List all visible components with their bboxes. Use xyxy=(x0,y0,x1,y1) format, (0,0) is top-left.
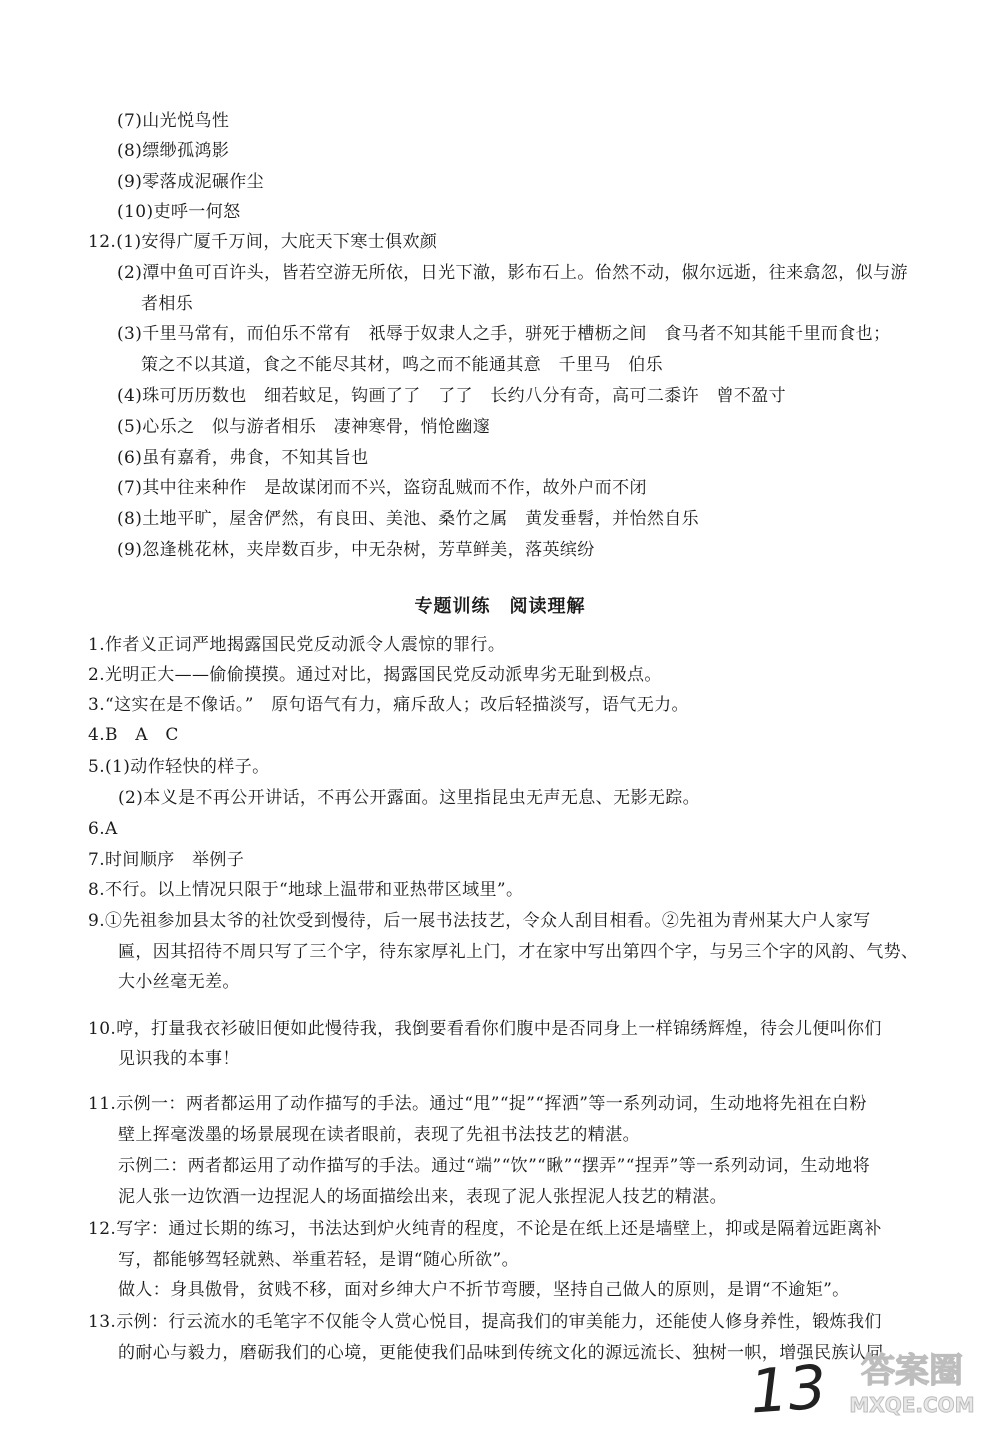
poetry-item-12-6: (6)虽有嘉肴，弗食，不知其旨也 xyxy=(117,448,369,468)
poetry-item-12-1: 12.(1)安得广厦千万间，大庇天下寒士俱欢颜 xyxy=(88,232,438,252)
reading-answer-3: 3.“这实在是不像话。” 原句语气有力，痛斥敌人；改后轻描淡写，语气无力。 xyxy=(88,695,689,715)
poetry-item-12-9: (9)忽逢桃花林，夹岸数百步，中无杂树，芳草鲜美，落英缤纷 xyxy=(117,540,595,560)
poetry-item-10: (10)吏呼一何怒 xyxy=(117,202,241,222)
poetry-item-12-2-cont: 者相乐 xyxy=(141,294,194,314)
section-title: 专题训练 阅读理解 xyxy=(414,596,586,617)
reading-answer-9-cont-2: 大小丝毫无差。 xyxy=(118,972,240,992)
reading-answer-9-cont-1: 匾，因其招待不周只写了三个字，待东家厚礼上门，才在家中写出第四个字，与另三个字的风韵、气势、 xyxy=(118,942,919,962)
watermark-text-bottom: MXQE.COM xyxy=(849,1393,975,1417)
reading-answer-12-cont-1: 写，都能够驾轻就熟、举重若轻，是谓“随心所欲”。 xyxy=(118,1250,519,1270)
reading-answer-2: 2.光明正大——偷偷摸摸。通过对比，揭露国民党反动派卑劣无耻到极点。 xyxy=(88,665,662,685)
reading-answer-11-cont-1: 壁上挥毫泼墨的场景展现在读者眼前，表现了先祖书法技艺的精湛。 xyxy=(118,1125,640,1145)
reading-answer-5-2: (2)本义是不再公开讲话，不再公开露面。这里指昆虫无声无息、无影无踪。 xyxy=(118,788,701,808)
poetry-item-12-4: (4)珠可历历数也 细若蚊足，钩画了了 了了 长约八分有奇，高可二黍许 曾不盈寸 xyxy=(117,386,787,406)
poetry-item-7: (7)山光悦鸟性 xyxy=(117,111,230,131)
reading-answer-13: 13.示例：行云流水的毛笔字不仅能令人赏心悦目，提高我们的审美能力，还能使人修身养性，锻炼我们 xyxy=(88,1312,882,1332)
poetry-item-12-7: (7)其中往来种作 是故谋闭而不兴，盗窃乱贼而不作，故外户而不闭 xyxy=(117,478,647,498)
poetry-item-12-3-cont: 策之不以其道，食之不能尽其材，鸣之而不能通其意 千里马 伯乐 xyxy=(141,355,663,375)
reading-answer-5-1: 5.(1)动作轻快的样子。 xyxy=(88,757,270,777)
reading-answer-10: 10.哼，打量我衣衫破旧便如此慢待我，我倒要看看你们腹中是否同身上一样锦绣辉煌，待会儿便叫你们 xyxy=(88,1019,882,1039)
reading-answer-13-cont: 的耐心与毅力，磨砺我们的心境，更能使我们品味到传统文化的源远流长、独树一帜，增强民族认同 xyxy=(118,1343,884,1363)
reading-answer-7: 7.时间顺序 举例子 xyxy=(88,850,245,870)
reading-answer-10-cont: 见识我的本事！ xyxy=(118,1049,240,1069)
reading-answer-8: 8.不行。以上情况只限于“地球上温带和亚热带区域里”。 xyxy=(88,880,524,900)
poetry-item-12-5: (5)心乐之 似与游者相乐 凄神寒骨，悄怆幽邃 xyxy=(117,417,491,437)
poetry-item-12-8: (8)土地平旷，屋舍俨然，有良田、美池、桑竹之属 黄发垂髫，并怡然自乐 xyxy=(117,509,700,529)
page-number: 13 xyxy=(747,1352,829,1428)
poetry-item-12-2: (2)潭中鱼可百许头，皆若空游无所依，日光下澈，影布石上。佁然不动，俶尔远逝，往来翕忽，似与游 xyxy=(117,263,908,283)
reading-answer-11-cont-2: 示例二：两者都运用了动作描写的手法。通过“端”“饮”“瞅”“摆弄”“捏弄”等一系列动词，生动地将 xyxy=(118,1156,871,1176)
watermark-text-top: 答案圈 xyxy=(861,1351,963,1391)
reading-answer-11: 11.示例一：两者都运用了动作描写的手法。通过“甩”“捉”“挥洒”等一系列动词，生动地将先祖在白粉 xyxy=(88,1094,867,1114)
reading-answer-6: 6.A xyxy=(88,819,118,839)
reading-answer-12-cont-2: 做人：身具傲骨，贫贱不移，面对乡绅大户不折节弯腰，坚持自己做人的原则，是谓“不逾矩”。 xyxy=(118,1280,850,1300)
reading-answer-4: 4.B A C xyxy=(88,725,179,745)
poetry-item-9: (9)零落成泥碾作尘 xyxy=(117,172,265,192)
poetry-item-8: (8)缥缈孤鸿影 xyxy=(117,141,230,161)
watermark-logo xyxy=(842,1340,982,1420)
reading-answer-12: 12.写字：通过长期的练习，书法达到炉火纯青的程度，不论是在纸上还是墙壁上，抑或是隔着远距离补 xyxy=(88,1219,882,1239)
reading-answer-1: 1.作者义正词严地揭露国民党反动派令人震惊的罪行。 xyxy=(88,635,506,655)
reading-answer-9: 9.①先祖参加县太爷的社饮受到慢待，后一展书法技艺，令众人刮目相看。②先祖为青州某大户人家写 xyxy=(88,911,871,931)
poetry-item-12-3: (3)千里马常有，而伯乐不常有 祇辱于奴隶人之手，骈死于槽枥之间 食马者不知其能千里而食也； xyxy=(117,324,891,344)
reading-answer-11-cont-3: 泥人张一边饮酒一边捏泥人的场面描绘出来，表现了泥人张捏泥人技艺的精湛。 xyxy=(118,1187,727,1207)
